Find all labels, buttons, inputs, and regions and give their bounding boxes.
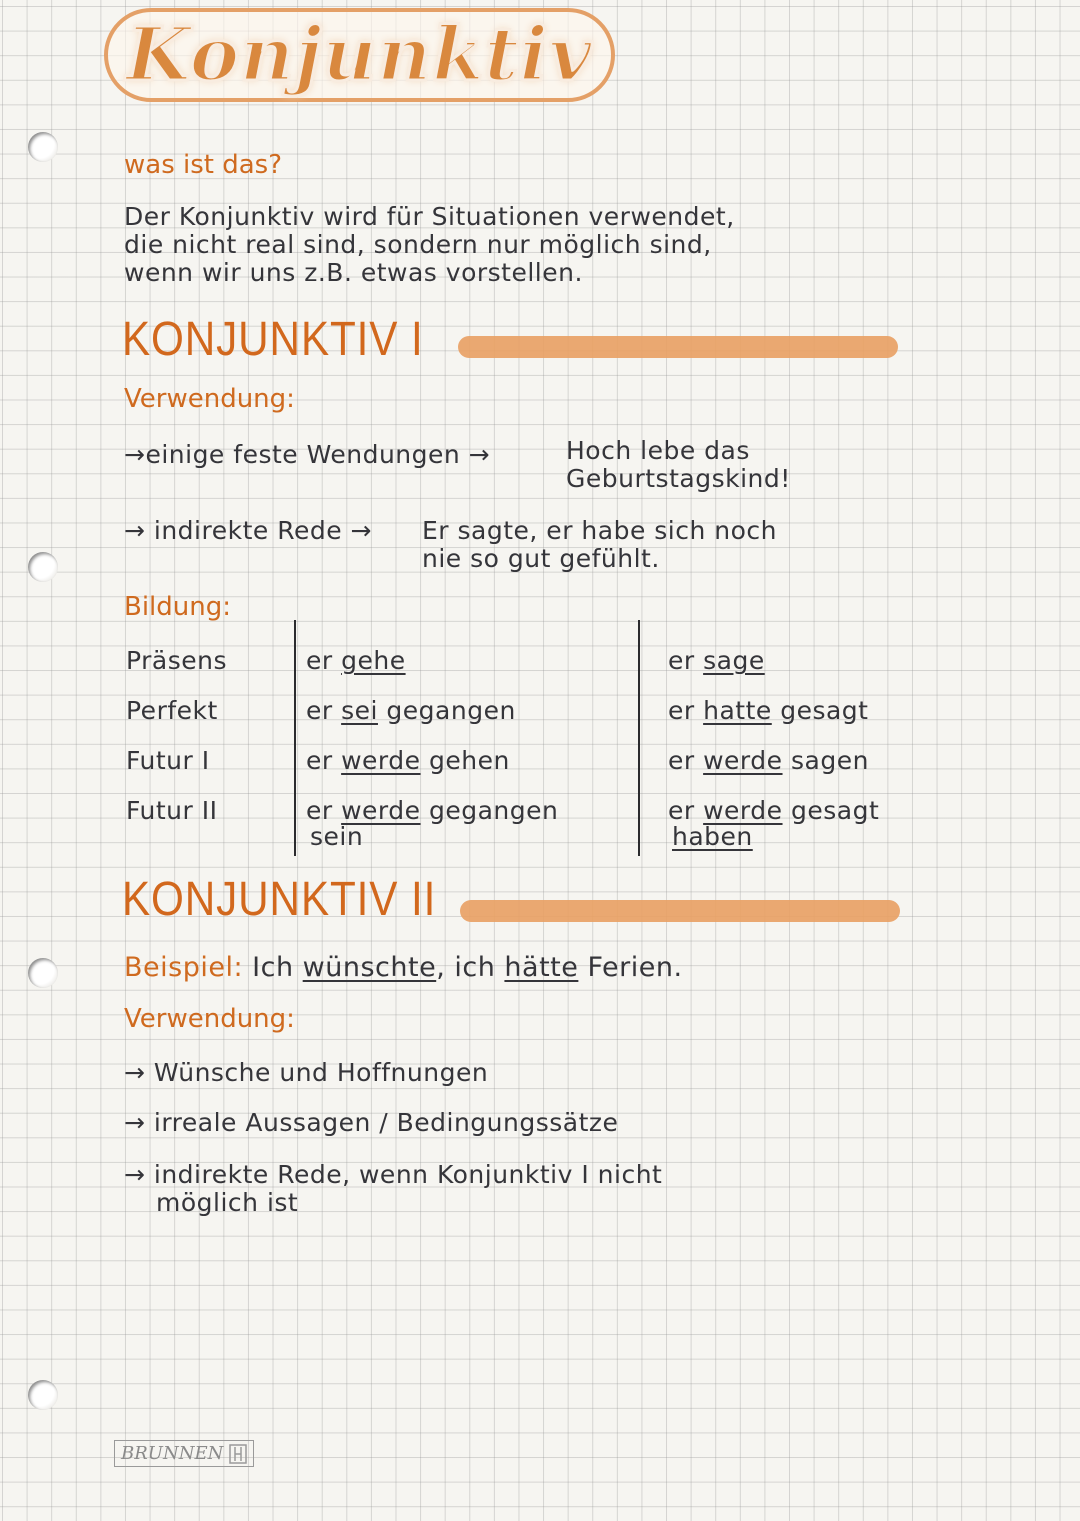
- page-title: Konjunktiv: [104, 8, 615, 102]
- k1-usage-item: →einige feste Wendungen →: [124, 440, 491, 469]
- intro-line: Der Konjunktiv wird für Situationen verwendet,: [124, 202, 735, 231]
- punch-hole: [28, 132, 58, 162]
- heading-underline-bar: [458, 336, 898, 358]
- k1-usage-example: Hoch lebe das: [566, 436, 750, 465]
- k2-usage-item: → Wünsche und Hoffnungen: [124, 1058, 489, 1087]
- heading-konjunktiv-1: KONJUNKTIV I: [122, 313, 424, 366]
- form-gehen: er werde gegangen: [306, 796, 559, 825]
- k2-usage-item-continuation: möglich ist: [156, 1188, 299, 1217]
- form-gehen: er sei gegangen: [306, 696, 516, 725]
- brand-mark-icon: [229, 1444, 247, 1464]
- heading-underline-bar: [460, 900, 900, 922]
- k1-formation-label: Bildung:: [124, 592, 232, 622]
- k2-example: Beispiel: Ich wünschte, ich hätte Ferien.: [124, 952, 683, 983]
- k2-usage-item: → irreale Aussagen / Bedingungssätze: [124, 1108, 619, 1137]
- intro-line: die nicht real sind, sondern nur möglich sind,: [124, 230, 712, 259]
- k1-usage-item: → indirekte Rede →: [124, 516, 372, 545]
- k2-usage-label: Verwendung:: [124, 1004, 295, 1034]
- k1-usage-label: Verwendung:: [124, 384, 295, 414]
- k1-usage-example: Er sagte, er habe sich noch: [422, 516, 778, 545]
- form-sagen: er sage: [668, 646, 765, 675]
- form-sagen-continuation: haben: [672, 822, 753, 851]
- table-divider: [638, 620, 640, 856]
- form-sagen: er hatte gesagt: [668, 696, 869, 725]
- k2-usage-item: → indirekte Rede, wenn Konjunktiv I nicht: [124, 1160, 663, 1189]
- form-sagen: er werde gesagt: [668, 796, 880, 825]
- tense-label: Futur I: [126, 746, 210, 775]
- tense-label: Perfekt: [126, 696, 218, 725]
- punch-hole: [28, 1380, 58, 1410]
- intro-line: wenn wir uns z.B. etwas vorstellen.: [124, 258, 583, 287]
- brand-logo: BRUNNEN: [114, 1440, 254, 1467]
- heading-konjunktiv-2: KONJUNKTIV II: [122, 873, 437, 926]
- intro-question: was ist das?: [124, 150, 283, 180]
- form-gehen: er gehe: [306, 646, 406, 675]
- form-gehen: er werde gehen: [306, 746, 510, 775]
- punch-hole: [28, 552, 58, 582]
- punch-hole: [28, 958, 58, 988]
- tense-label: Präsens: [126, 646, 228, 675]
- form-sagen: er werde sagen: [668, 746, 869, 775]
- k1-usage-example: Geburtstagskind!: [566, 464, 791, 493]
- k1-usage-example: nie so gut gefühlt.: [422, 544, 660, 573]
- form-gehen-continuation: sein: [310, 822, 364, 851]
- table-divider: [294, 620, 296, 856]
- tense-label: Futur II: [126, 796, 218, 825]
